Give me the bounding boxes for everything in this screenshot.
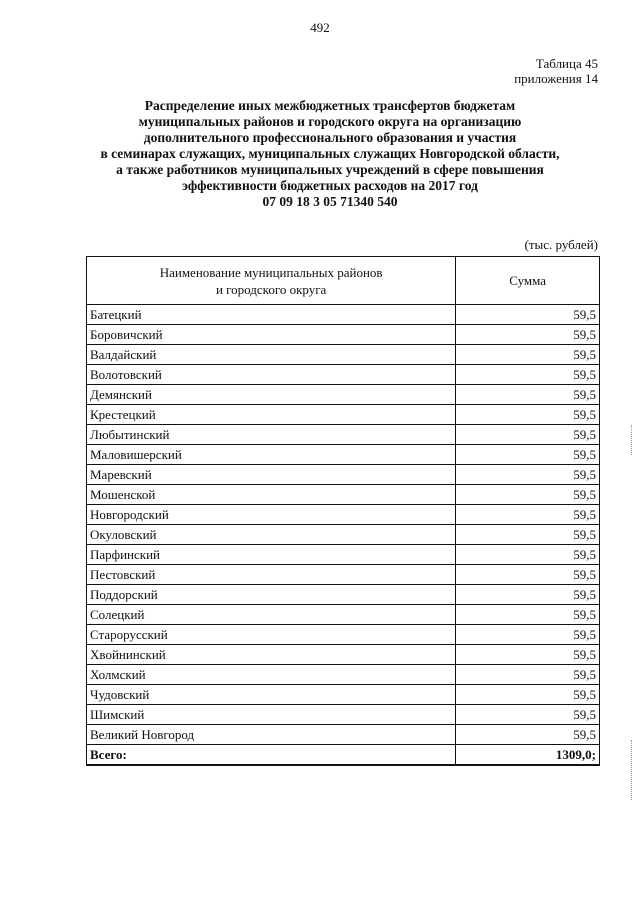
title-line: дополнительного профессионального образования и участия bbox=[143, 130, 517, 145]
district-name-cell: Поддорский bbox=[87, 585, 456, 605]
district-name-cell: Великий Новгород bbox=[87, 725, 456, 745]
distribution-table bbox=[86, 256, 600, 766]
sum-cell: 59,5 bbox=[456, 585, 600, 605]
district-name-cell: Новгородский bbox=[87, 505, 456, 525]
sum-cell: 59,5 bbox=[456, 665, 600, 685]
title-line: эффективности бюджетных расходов на 2017 год bbox=[182, 178, 478, 193]
table-row bbox=[87, 465, 600, 485]
header-district-name bbox=[87, 257, 456, 305]
sum-cell: 59,5 bbox=[456, 625, 600, 645]
district-name-cell: Валдайский bbox=[87, 345, 456, 365]
sum-cell: 59,5 bbox=[456, 685, 600, 705]
district-name-cell: Маревский bbox=[87, 465, 456, 485]
sum-cell: 59,5 bbox=[456, 605, 600, 625]
table-row bbox=[87, 305, 600, 325]
table-row bbox=[87, 625, 600, 645]
table-reference-line-2: приложения 14 bbox=[514, 71, 598, 86]
margin-marks bbox=[631, 425, 634, 455]
table-row bbox=[87, 445, 600, 465]
sum-cell: 59,5 bbox=[456, 345, 600, 365]
district-name-cell: Холмский bbox=[87, 665, 456, 685]
table-row bbox=[87, 365, 600, 385]
table-row bbox=[87, 685, 600, 705]
header-district-name-line-1: Наименование муниципальных районов bbox=[159, 264, 383, 280]
budget-classification-code: 07 09 18 3 05 71340 540 bbox=[262, 194, 398, 209]
sum-cell: 59,5 bbox=[456, 325, 600, 345]
table-row bbox=[87, 725, 600, 745]
table-row bbox=[87, 645, 600, 665]
district-name-cell: Демянский bbox=[87, 385, 456, 405]
sum-cell: 59,5 bbox=[456, 445, 600, 465]
title-line: в семинарах служащих, муниципальных служащих Новгородской области, bbox=[100, 146, 560, 161]
sum-cell: 59,5 bbox=[456, 645, 600, 665]
header-sum: Сумма bbox=[456, 257, 600, 305]
table-row bbox=[87, 665, 600, 685]
district-name-cell: Боровичский bbox=[87, 325, 456, 345]
total-row bbox=[87, 745, 600, 766]
sum-cell: 59,5 bbox=[456, 505, 600, 525]
district-name-cell: Мошенской bbox=[87, 485, 456, 505]
district-name-cell: Чудовский bbox=[87, 685, 456, 705]
total-label: Всего: bbox=[87, 745, 456, 766]
district-name-cell: Солецкий bbox=[87, 605, 456, 625]
sum-cell: 59,5 bbox=[456, 405, 600, 425]
district-name-cell: Старорусский bbox=[87, 625, 456, 645]
title-line: а также работников муниципальных учреждений в сфере повышения bbox=[116, 162, 544, 177]
district-name-cell: Парфинский bbox=[87, 545, 456, 565]
district-name-cell: Пестовский bbox=[87, 565, 456, 585]
page-number: 492 bbox=[310, 20, 330, 35]
table-row bbox=[87, 385, 600, 405]
document-title bbox=[60, 98, 600, 210]
district-name-cell: Батецкий bbox=[87, 305, 456, 325]
table-header-row bbox=[87, 257, 600, 305]
table-row bbox=[87, 605, 600, 625]
sum-cell: 59,5 bbox=[456, 565, 600, 585]
table-reference bbox=[514, 56, 598, 86]
table-row bbox=[87, 345, 600, 365]
title-line: Распределение иных межбюджетных трансфертов бюджетам bbox=[144, 98, 516, 113]
district-name-cell: Крестецкий bbox=[87, 405, 456, 425]
district-name-cell: Волотовский bbox=[87, 365, 456, 385]
sum-cell: 59,5 bbox=[456, 425, 600, 445]
title-line: муниципальных районов и городского округа на организацию bbox=[138, 114, 522, 129]
table-row bbox=[87, 585, 600, 605]
table-row bbox=[87, 705, 600, 725]
table-row bbox=[87, 545, 600, 565]
sum-cell: 59,5 bbox=[456, 465, 600, 485]
sum-cell: 59,5 bbox=[456, 385, 600, 405]
sum-cell: 59,5 bbox=[456, 365, 600, 385]
district-name-cell: Шимский bbox=[87, 705, 456, 725]
table-body bbox=[87, 305, 600, 766]
table-row bbox=[87, 425, 600, 445]
district-name-cell: Маловишерский bbox=[87, 445, 456, 465]
district-name-cell: Любытинский bbox=[87, 425, 456, 445]
table-row bbox=[87, 525, 600, 545]
district-name-cell: Хвойнинский bbox=[87, 645, 456, 665]
sum-cell: 59,5 bbox=[456, 725, 600, 745]
table-row bbox=[87, 505, 600, 525]
sum-cell: 59,5 bbox=[456, 525, 600, 545]
sum-cell: 59,5 bbox=[456, 485, 600, 505]
header-district-name-line-2: и городского округа bbox=[215, 281, 327, 297]
table-reference-line-1: Таблица 45 bbox=[535, 56, 598, 71]
district-name-cell: Окуловский bbox=[87, 525, 456, 545]
units-label: (тыс. рублей) bbox=[524, 237, 598, 252]
total-sum: 1309,0; bbox=[456, 745, 600, 766]
sum-cell: 59,5 bbox=[456, 305, 600, 325]
table-row bbox=[87, 565, 600, 585]
sum-cell: 59,5 bbox=[456, 545, 600, 565]
sum-cell: 59,5 bbox=[456, 705, 600, 725]
margin-marks bbox=[631, 740, 634, 800]
table-row bbox=[87, 325, 600, 345]
table-row bbox=[87, 405, 600, 425]
table-row bbox=[87, 485, 600, 505]
